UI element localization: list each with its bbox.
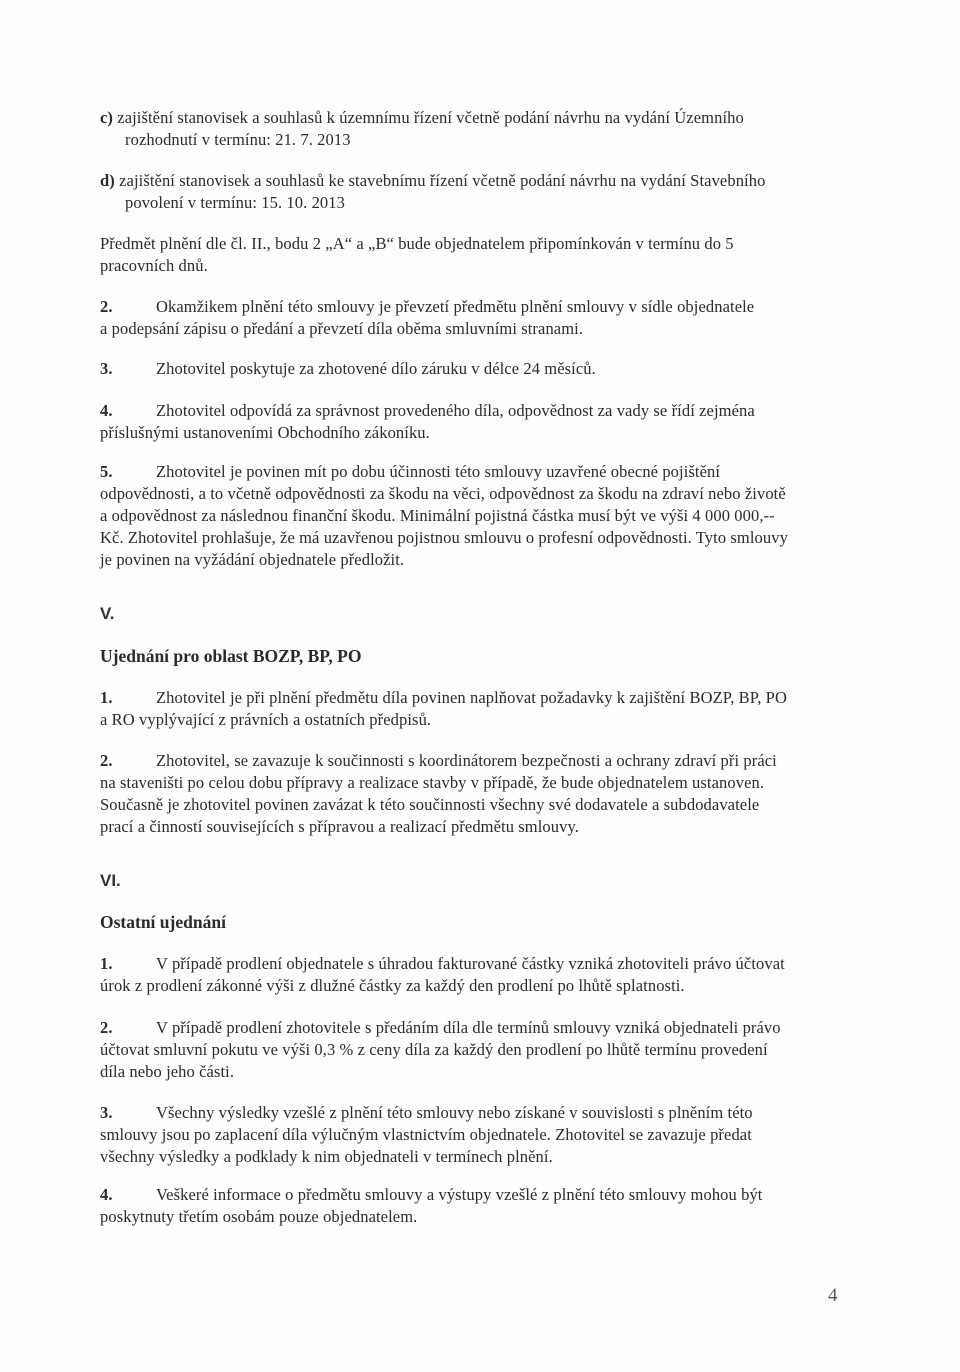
clause-text-line: úrok z prodlení zákonné výši z dlužné částky za každý den prodlení po lhůtě splatnosti.	[100, 976, 685, 995]
clause-text-line: Všechny výsledky vzešlé z plnění této smlouvy nebo získané v souvislosti s plněním této	[156, 1103, 753, 1122]
clause-text-line: Zhotovitel odpovídá za správnost provedeného díla, odpovědnost za vady se řídí zejména	[156, 401, 755, 420]
page-number: 4	[828, 1285, 838, 1306]
item-text-line: povolení v termínu: 15. 10. 2013	[125, 193, 345, 212]
clause-text-line: Kč. Zhotovitel prohlašuje, že má uzavřenou pojistnou smlouvu o profesní odpovědnosti. Tyto smlouvy	[100, 528, 788, 547]
clause-text-line: Okamžikem plnění této smlouvy je převzetí předmětu plnění smlouvy v sídle objednatele	[156, 297, 755, 316]
clause-text-line: je povinen na vyžádání objednatele předložit.	[100, 550, 405, 569]
item-c	[100, 107, 835, 151]
clause-iv-3	[100, 358, 835, 380]
clause-vi-1	[100, 953, 835, 997]
item-text-line: rozhodnutí v termínu: 21. 7. 2013	[125, 130, 351, 149]
clause-number: 2.	[100, 751, 113, 770]
clause-iv-2	[100, 296, 835, 340]
section-heading: Ujednání pro oblast BOZP, BP, PO	[100, 646, 362, 666]
section-heading: Ostatní ujednání	[100, 912, 226, 932]
clause-number: 3.	[100, 359, 113, 378]
predmet-paragraph	[100, 233, 835, 277]
clause-vi-2	[100, 1017, 835, 1083]
clause-text-line: všechny výsledky a podklady k nim objednateli v termínech plnění.	[100, 1147, 553, 1166]
paragraph-line: pracovních dnů.	[100, 256, 208, 275]
clause-text-line: V případě prodlení zhotovitele s předáním díla dle termínů smlouvy vzniká objednateli právo	[156, 1018, 781, 1037]
clause-number: 2.	[100, 297, 113, 316]
clause-number: 5.	[100, 462, 113, 481]
clause-iv-5	[100, 461, 835, 571]
clause-text-line: V případě prodlení objednatele s úhradou fakturované částky vzniká zhotoviteli právo účtovat	[156, 954, 785, 973]
clause-text-line: Zhotovitel poskytuje za zhotovené dílo záruku v délce 24 měsíců.	[156, 359, 596, 378]
item-text-line: zajištění stanovisek a souhlasů ke stavebnímu řízení včetně podání návrhu na vydání Stavebního	[119, 171, 766, 190]
clause-number: 4.	[100, 401, 113, 420]
clause-text-line: příslušnými ustanoveními Obchodního zákoníku.	[100, 423, 430, 442]
clause-text-line: účtovat smluvní pokutu ve výši 0,3 % z ceny díla za každý den prodlení po lhůtě termínu provedení	[100, 1040, 768, 1059]
clause-text-line: a odpovědnost za následnou finanční škodu. Minimální pojistná částka musí být ve výši 4 000 000,--	[100, 506, 775, 525]
item-d	[100, 170, 835, 214]
clause-text-line: Zhotovitel je povinen mít po dobu účinnosti této smlouvy uzavřené obecné pojištění	[156, 462, 721, 481]
item-label: d)	[100, 171, 115, 190]
item-label: c)	[100, 108, 114, 127]
clause-number: 1.	[100, 688, 113, 707]
clause-text-line: Současně je zhotovitel povinen zavázat k této součinnosti všechny své dodavatele a subdodavatele	[100, 795, 760, 814]
clause-number: 2.	[100, 1018, 113, 1037]
clause-number: 3.	[100, 1103, 113, 1122]
paragraph-line: Předmět plnění dle čl. II., bodu 2 „A“ a „B“ bude objednatelem připomínkován v termínu do 5	[100, 234, 734, 253]
clause-text-line: odpovědnosti, a to včetně odpovědnosti za škodu na věci, odpovědnost za škodu na zdraví nebo životě	[100, 484, 786, 503]
clause-text-line: díla nebo jeho části.	[100, 1062, 235, 1081]
clause-text-line: Zhotovitel, se zavazuje k součinnosti s koordinátorem bezpečnosti a ochrany zdraví při práci	[156, 751, 777, 770]
clause-vi-4	[100, 1184, 835, 1228]
clause-text-line: Zhotovitel je při plnění předmětu díla povinen naplňovat požadavky k zajištění BOZP, BP, PO	[156, 688, 787, 707]
clause-text-line: Veškeré informace o předmětu smlouvy a výstupy vzešlé z plnění této smlouvy mohou být	[156, 1185, 763, 1204]
clause-text-line: prací a činností souvisejících s přípravou a realizací předmětu smlouvy.	[100, 817, 579, 836]
clause-iv-4	[100, 400, 835, 444]
clause-v-2	[100, 750, 835, 838]
section-number: V.	[100, 604, 115, 623]
clause-number: 4.	[100, 1185, 113, 1204]
section-number: VI.	[100, 871, 121, 890]
clause-v-1	[100, 687, 835, 731]
clause-text-line: poskytnuty třetím osobám pouze objednatelem.	[100, 1207, 418, 1226]
clause-number: 1.	[100, 954, 113, 973]
clause-text-line: a podepsání zápisu o předání a převzetí díla oběma smluvními stranami.	[100, 319, 584, 338]
item-text-line: zajištění stanovisek a souhlasů k územnímu řízení včetně podání návrhu na vydání Územního	[117, 108, 744, 127]
clause-text-line: smlouvy jsou po zaplacení díla výlučným vlastnictvím objednatele. Zhotovitel se zavazuje předat	[100, 1125, 752, 1144]
clause-vi-3	[100, 1102, 835, 1168]
clause-text-line: a RO vyplývající z právních a ostatních předpisů.	[100, 710, 432, 729]
clause-text-line: na staveništi po celou dobu přípravy a realizace stavby v případě, že bude objednatelem ustanoven.	[100, 773, 765, 792]
